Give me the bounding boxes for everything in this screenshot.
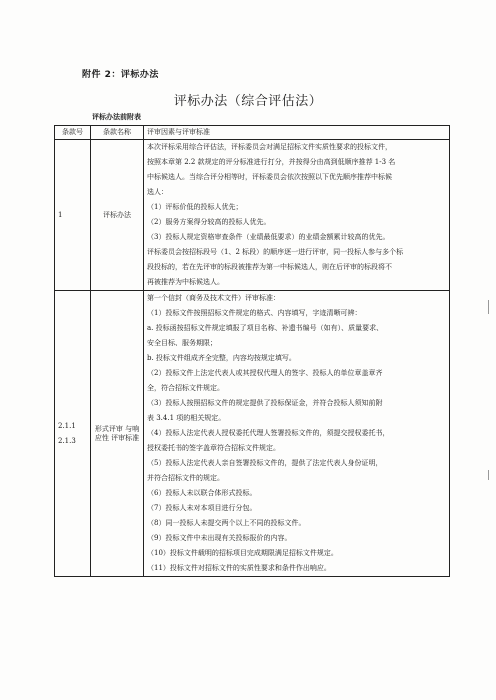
criteria-line: （2）服务方案得分较高的投标人优先。 <box>147 218 271 226</box>
criteria-line: （11）投标文件对招标文件的实质性要求和条件作出响应。 <box>147 564 331 572</box>
document-title: 评标办法（综合评估法） <box>173 94 323 109</box>
table-caption: 评标办法前附表 <box>92 113 141 121</box>
header-criteria: 评审因素与评审标准 <box>144 126 450 140</box>
clause-name: 与响应性 <box>94 424 140 442</box>
clause-no: 1 <box>58 210 63 219</box>
header-clause-no: 条款号 <box>55 126 91 140</box>
criteria-line: （5）投标人法定代表人亲自签署投标文件的，提供了法定代表人身份证明， <box>147 459 383 467</box>
criteria-line: （8）同一投标人未提交两个以上不同的投标文件。 <box>147 519 306 527</box>
criteria-line: （4）投标人法定代表人授权委托代理人签署投标文件的，须提交授权委托书， <box>147 429 390 437</box>
table-row <box>55 140 450 291</box>
clause-name: 形式评审 <box>94 424 123 433</box>
criteria-line: （1）投标文件按照招标文件规定的格式、内容填写，字迹清晰可辨： <box>147 309 362 317</box>
criteria-line: （6）投标人未以联合体形式投标。 <box>147 489 257 497</box>
criteria-line: （9）投标文件中未出现有关投标报价的内容。 <box>147 534 292 542</box>
criteria-line: 第一个信封（商务及技术文件）评审标准： <box>147 294 280 302</box>
criteria-cell <box>144 140 450 291</box>
criteria-line: 评标委员会按招标段号（1、2 标段）的顺序逐一进行评审，同一投标人参与多个标 <box>147 248 404 256</box>
clause-name-cell <box>91 140 144 291</box>
clause-no-cell <box>55 291 91 577</box>
criteria-line: 并符合招标文件的规定。 <box>147 474 224 482</box>
criteria-line: （10）投标文件载明的招标项目完成期限满足招标文件规定。 <box>147 549 338 557</box>
clause-name: 评审标准 <box>111 433 140 442</box>
table-header-row <box>55 126 450 140</box>
criteria-line: （3）投标人按照招标文件的规定提供了投标保证金，并符合投标人须知前附 <box>147 399 383 407</box>
criteria-line: a. 投标函按招标文件规定填报了项目名称、补遗书编号（如有）、质量要求、 <box>147 324 384 332</box>
criteria-cell <box>144 291 450 577</box>
clause-no-cell <box>55 140 91 291</box>
clause-no: 2.1.1 <box>58 421 76 430</box>
criteria-line: 全，符合招标文件规定。 <box>147 384 224 392</box>
attachment-title: 附件 2：评标办法 <box>82 70 159 80</box>
clause-no: 2.1.3 <box>58 436 76 445</box>
clause-name: 评标办法 <box>103 210 131 219</box>
criteria-line: （2）投标文件上法定代表人或其授权代理人的签字、投标人的单位章盖章齐 <box>147 369 383 377</box>
clause-name-cell <box>91 291 144 577</box>
criteria-line: 再被推荐为中标候选人。 <box>147 278 224 286</box>
evaluation-table <box>54 125 450 577</box>
criteria-line: 安全目标、服务期限； <box>147 339 217 347</box>
criteria-line: （3）投标人规定资格审查条件（业绩最低要求）的业绩金额累计较高的优先。 <box>147 233 390 241</box>
scan-edge-mark <box>488 470 489 480</box>
header-clause-name: 条款名称 <box>91 126 144 140</box>
criteria-line: （1）评标价低的投标人优先； <box>147 203 243 211</box>
scan-edge-mark <box>488 300 489 314</box>
criteria-line: 授权委托书的签字盖章符合招标文件规定。 <box>147 444 280 452</box>
criteria-line: b. 投标文件组成齐全完整，内容均按规定填写。 <box>147 354 296 362</box>
table-row <box>55 291 450 577</box>
criteria-line: 选人： <box>147 188 168 196</box>
criteria-line: 本次评标采用综合评估法，评标委员会对满足招标文件实质性要求的投标文件， <box>147 143 392 151</box>
criteria-line: （7）投标人未对本项目进行分包。 <box>147 504 257 512</box>
criteria-line: 中标候选人。当综合评分相等时，评标委员会依次按照以下优先顺序推荐中标候 <box>147 173 392 181</box>
criteria-line: 表 3.4.1 项的相关规定。 <box>147 414 226 422</box>
criteria-line: 段投标的，若在先评审的标段被推荐为第一中标候选人，则在后评审的标段将不 <box>147 263 392 271</box>
criteria-line: 按照本章第 2.2 款规定的评分标准进行打分，并按得分由高到低顺序推荐 1-3 名 <box>147 158 396 166</box>
